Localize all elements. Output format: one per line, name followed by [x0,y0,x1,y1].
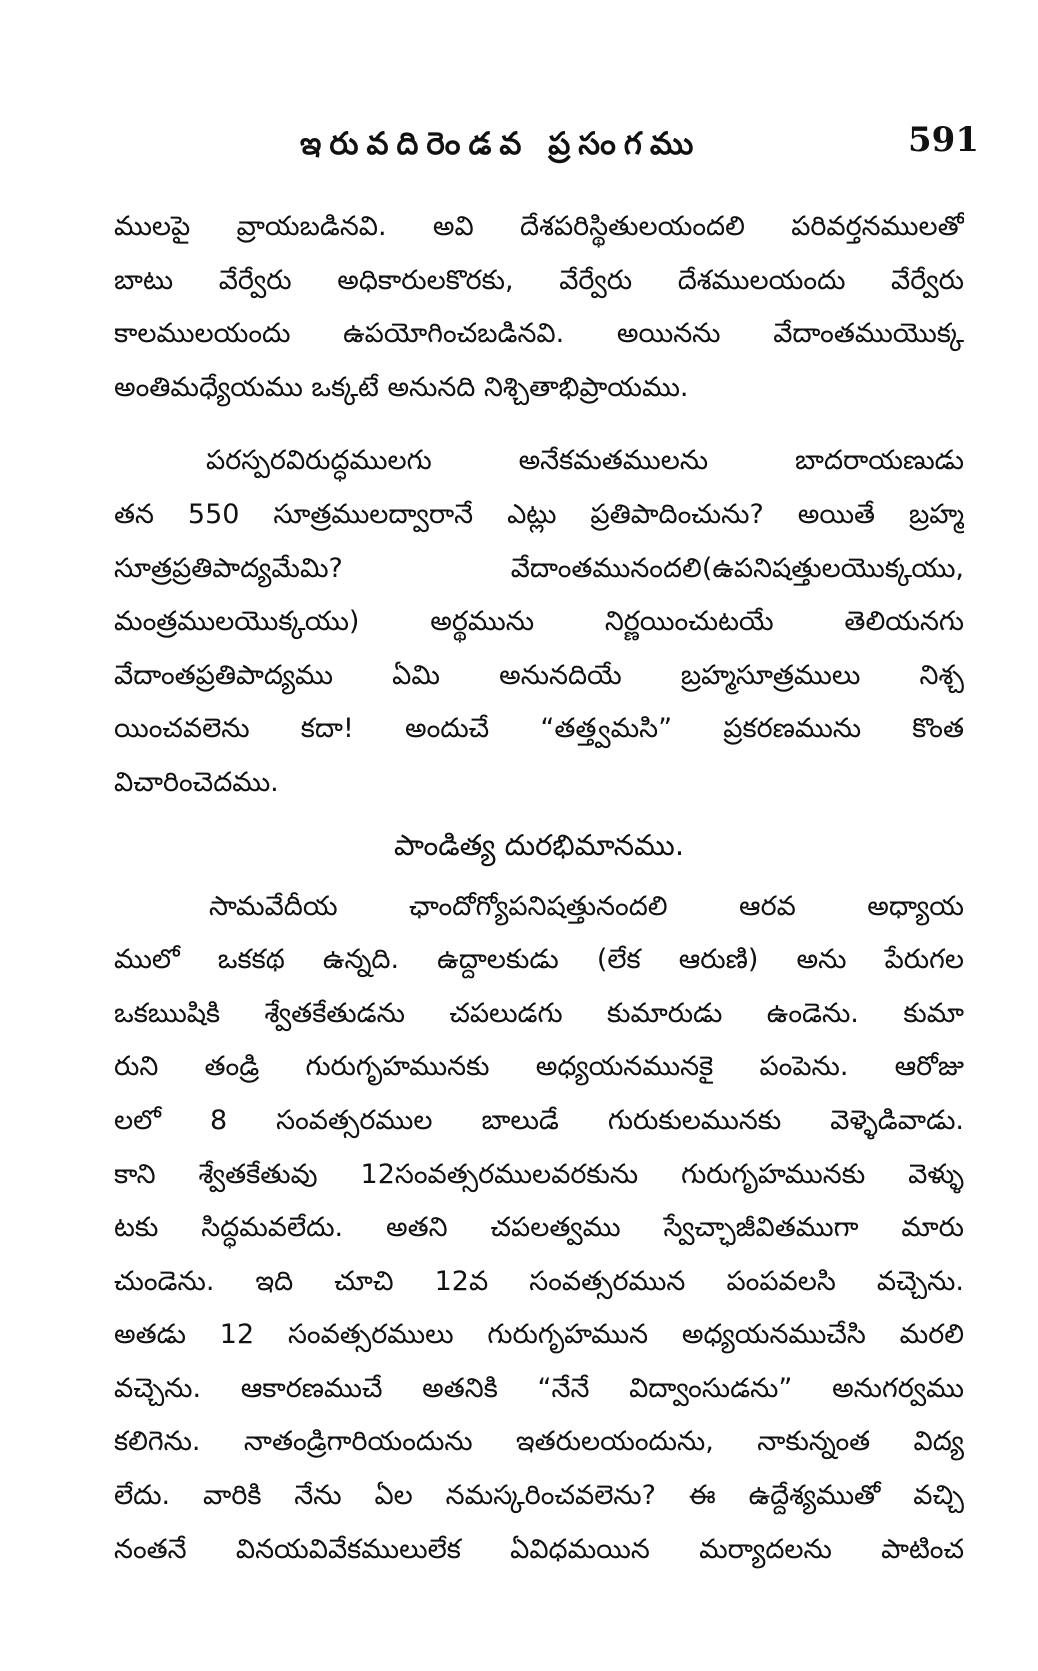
text-line: ఒకఋషికి శ్వేతకేతుడను చపలుడగు కుమారుడు ఉండెను. కుమా [114,997,964,1029]
text-line: కాలములయందు ఉపయోగించబడినవి. అయినను వేదాంతముయొక్క [114,318,964,350]
text-line: తన 550 సూత్రములద్వారానే ఎట్లు ప్రతిపాదించును? అయితే బ్రహ్మ [114,498,964,530]
paragraph-continued [114,200,964,414]
text-line: లలో 8 సంవత్సరముల బాలుడే గురుకులమునకు వెళ్ళెడివాడు. [114,1104,964,1136]
text-line: అంతిమధ్యేయము ఒక్కటే అనునది నిశ్చితాభిప్రాయము. [114,371,689,403]
section-heading: పాండిత్య దురభిమానము. [393,827,685,862]
text-line: వచ్చెను. ఆకారణముచే అతనికి “నేనే విద్వాంసుడను” అనుగర్వము [114,1372,964,1404]
text-line: కలిగెను. నాతండ్రిగారియందును ఇతరులయందును, నాకున్నంత విద్య [114,1426,964,1458]
text-line: కాని శ్వేతకేతువు 12సంవత్సరములవరకును గురుగృహమునకు వెళ్ళు [114,1158,964,1190]
paragraph [114,434,964,809]
text-line: ములో ఒకకథ ఉన్నది. ఉద్దాలకుడు (లేక ఆరుణి) అను పేరుగల [114,944,964,976]
text-line: ములపై వ్రాయబడినవి. అవి దేశపరిస్థితులయందలి పరివర్తనములతో [114,211,964,242]
text-line: నంతనే వినయవివేకములులేక ఏవిధమయిన మర్యాదలను పాటించ [114,1533,964,1565]
page-number: 591 [908,120,979,160]
text-line: సూత్రప్రతిపాద్యమేమి? వేదాంతమునందలి(ఉపనిషత్తులయొక్కయు, [114,552,964,584]
text-line: పరస్పరవిరుద్ధములగు అనేకమతములను బాదరాయణుడు [206,445,964,477]
text-line: టకు సిద్ధమవలేదు. అతని చపలత్వము స్వేచ్ఛాజీవితముగా మారు [114,1212,964,1244]
text-line: మంత్రములయొక్కయు) అర్థమును నిర్ణయించుటయే తెలియనగు [114,606,964,638]
text-line: చుండెను. ఇది చూచి 12వ సంవత్సరమున పంపవలసి వచ్చెను. [114,1265,964,1297]
running-head [0,118,1038,178]
text-line: రుని తండ్రి గురుగృహమునకు అధ్యయనమునకై పంపెను. ఆరోజు [114,1051,964,1083]
text-line: బాటు వేర్వేరు అధికారులకొరకు, వేర్వేరు దేశములయందు వేర్వేరు [114,264,964,296]
text-line: సామవేదీయ ఛాందోగ్యోపనిషత్తునందలి ఆరవ అధ్యాయ [209,890,964,922]
text-line: వేదాంతప్రతిపాద్యము ఏమి అనునదియే బ్రహ్మసూత్రములు నిశ్చ [114,659,964,691]
chapter-title: ఇరువదిరెండవ ప్రసంగము [300,126,702,162]
text-line: విచారించెదము. [114,766,279,798]
text-line: అతడు 12 సంవత్సరములు గురుగృహమున అధ్యయనముచేసి మరలి [114,1319,964,1351]
text-line: లేదు. వారికి నేను ఏల నమస్కరించవలెను? ఈ ఉద్దేశ్యముతో వచ్చి [114,1480,964,1512]
body-text [114,200,964,1576]
text-line: యించవలెను కదా! అందుచే “తత్త్వమసి” ప్రకరణమును కొంత [114,713,964,745]
paragraph [114,880,964,1577]
